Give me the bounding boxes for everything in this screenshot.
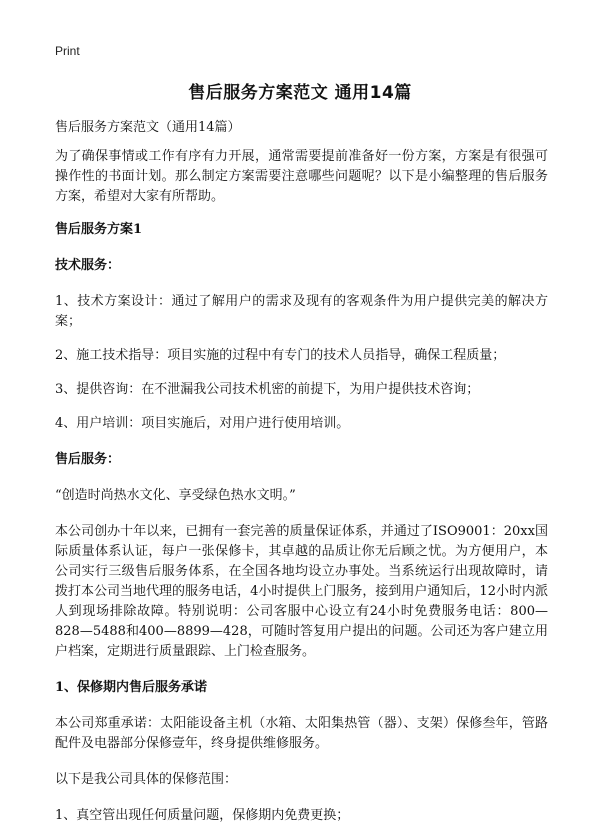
tech-item: 2、施工技术指导：项目实施的过程中有专门的技术人员指导，确保工程质量； bbox=[55, 348, 506, 363]
scope-intro: 以下是我公司具体的保修范围： bbox=[55, 772, 238, 787]
page-title: 售后服务方案范文 通用14篇 bbox=[188, 83, 412, 103]
document-subtitle: 售后服务方案范文（通用14篇） bbox=[55, 120, 241, 135]
company-paragraph: 本公司创办十年以来，已拥有一套完善的质量保证体系，并通过了ISO9001：20xx国际质量体系认证，每户一张保修卡，其卓越的品质让你无后顾之忧。为方便用户，本公司实行三级售后服务体系，在全国各地均设立办事处。当系统运行出现故障时，请拨打本公司当地代理的服务电话，4小时提供上门服务，接到用户通知后，12小时内派人到现场排除故障。特别说明：公司客服中心设立有24小时免费服务电话：800—828—5488和400—8899—428，可随时答复用户提出的问题。公司还为客户建立用户档案，定期进行质量跟踪、上门检查服务。 bbox=[55, 524, 548, 659]
document-body bbox=[55, 118, 548, 826]
section-heading: 售后服务方案1 bbox=[55, 222, 143, 237]
scope-item: 1、真空管出现任何质量问题，保修期内免费更换； bbox=[55, 808, 350, 823]
tech-item: 3、提供咨询：在不泄漏我公司技术机密的前提下，为用户提供技术咨询； bbox=[55, 382, 480, 397]
tech-services-heading: 技术服务： bbox=[55, 258, 121, 273]
tech-item: 4、用户培训：项目实施后，对用户进行使用培训。 bbox=[55, 416, 350, 431]
print-link[interactable]: Print bbox=[55, 44, 80, 58]
warranty-paragraph: 本公司郑重承诺：太阳能设备主机（水箱、太阳集热管（器）、支架）保修叁年，管路配件及电器部分保修壹年，终身提供维修服务。 bbox=[55, 716, 548, 751]
intro-paragraph: 为了确保事情或工作有序有力开展，通常需要提前准备好一份方案，方案是有很强可操作性的书面计划。那么制定方案需要注意哪些问题呢？以下是小编整理的售后服务方案，希望对大家有所帮助。 bbox=[55, 149, 548, 204]
slogan: “创造时尚热水文化、享受绿色热水文明。” bbox=[55, 488, 296, 503]
tech-item: 1、技术方案设计：通过了解用户的需求及现有的客观条件为用户提供完美的解决方案； bbox=[55, 294, 548, 329]
after-sales-heading: 售后服务： bbox=[55, 452, 121, 467]
warranty-heading: 1、保修期内售后服务承诺 bbox=[55, 680, 208, 695]
